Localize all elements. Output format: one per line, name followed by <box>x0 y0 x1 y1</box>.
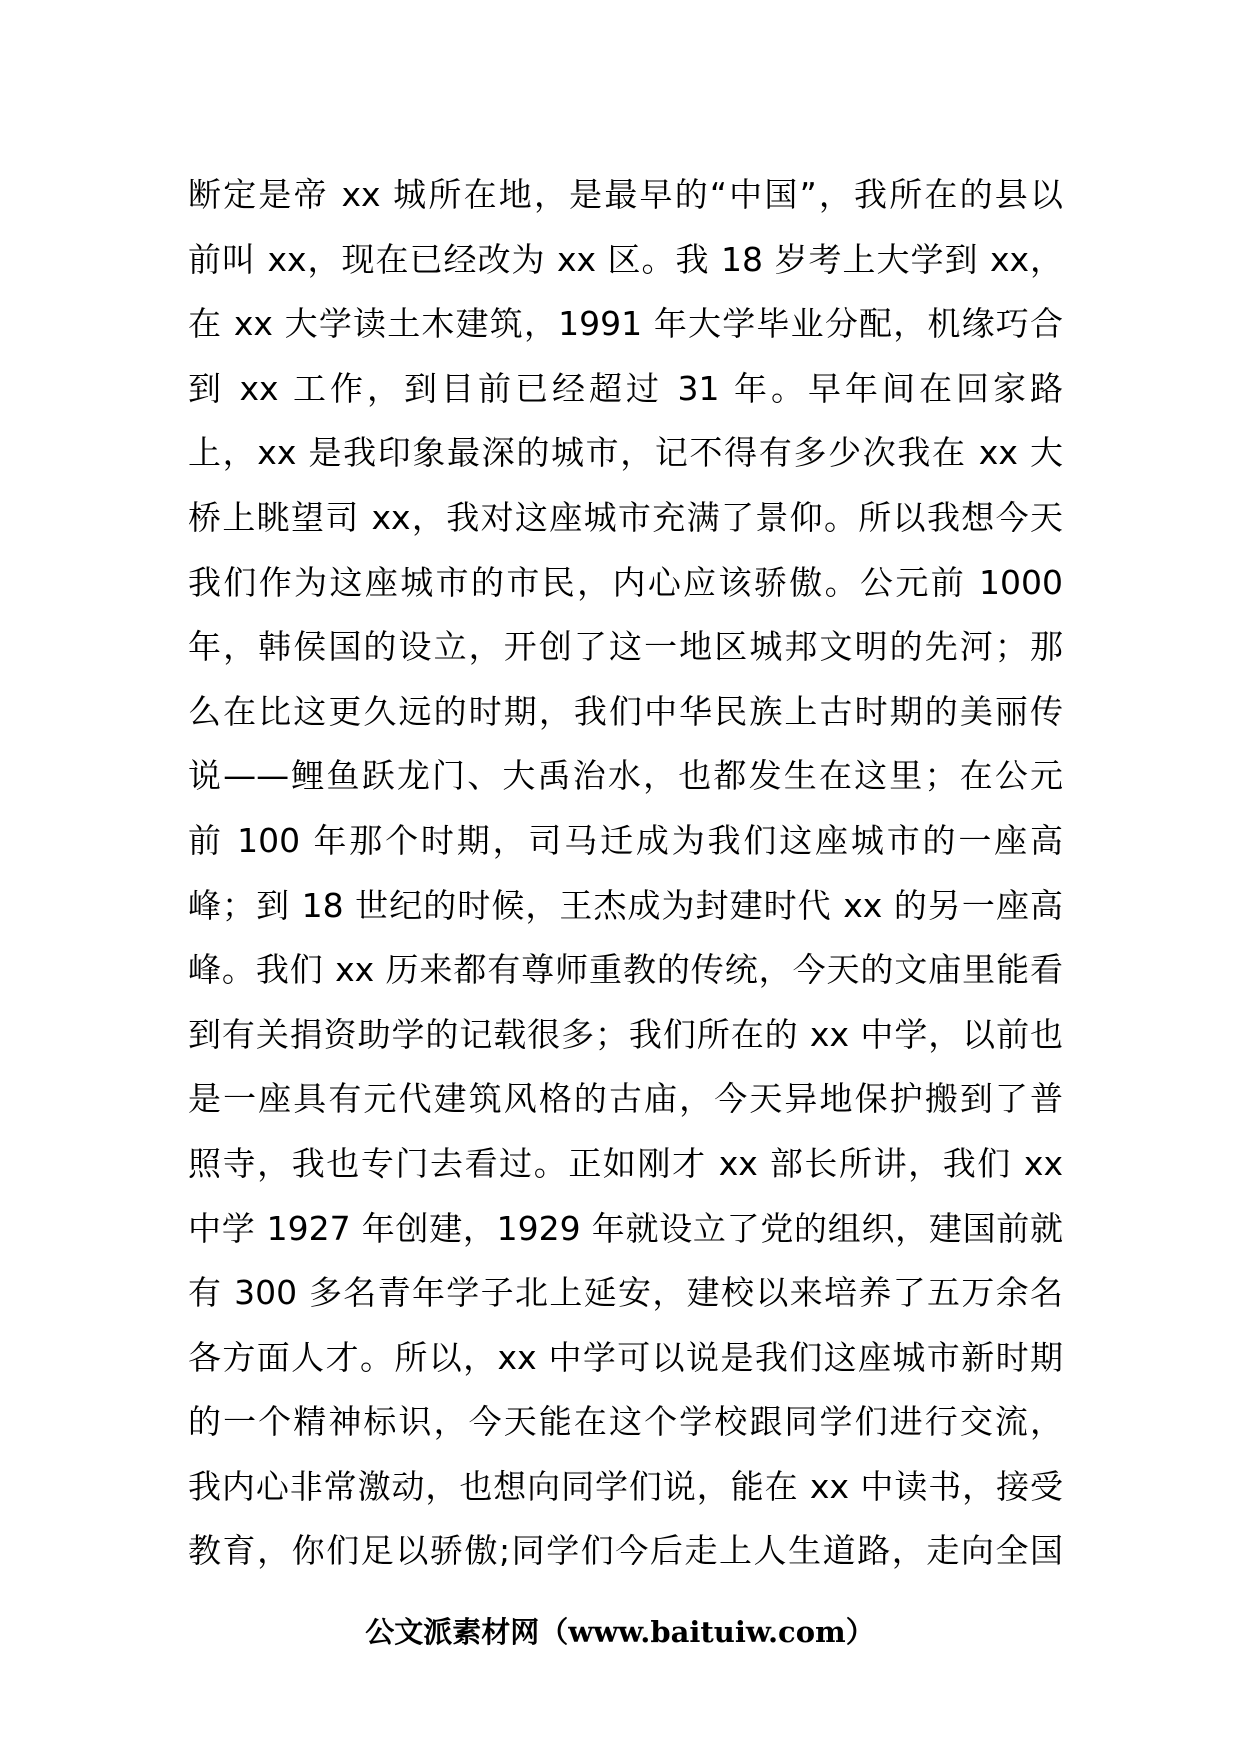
text-line: 说——鲤鱼跃龙门、大禹治水，也都发生在这里；在公元 <box>188 756 1063 796</box>
text-line: 么在比这更久远的时期，我们中华民族上古时期的美丽传 <box>188 691 1063 731</box>
text-line: 桥上眺望司 xx，我对这座城市充满了景仰。所以我想今天 <box>188 497 1063 537</box>
text-line: 教育，你们足以骄傲;同学们今后走上人生道路，走向全国 <box>188 1531 1063 1571</box>
text-line: 断定是帝 xx 城所在地，是最早的“中国”，我所在的县以 <box>188 175 1063 214</box>
text-line: 我内心非常激动，也想向同学们说，能在 xx 中读书，接受 <box>188 1466 1063 1506</box>
text-line: 前叫 xx，现在已经改为 xx 区。我 18 岁考上大学到 xx， <box>188 239 1063 279</box>
text-line: 我们作为这座城市的市民，内心应该骄傲。公元前 1000 <box>188 562 1063 602</box>
text-line: 在 xx 大学读土木建筑，1991 年大学毕业分配，机缘巧合 <box>188 304 1063 344</box>
text-line: 有 300 多名青年学子北上延安，建校以来培养了五万余名 <box>188 1273 1063 1313</box>
text-line: 年，韩侯国的设立，开创了这一地区城邦文明的先河；那 <box>188 627 1063 667</box>
text-line: 上，xx 是我印象最深的城市，记不得有多少次我在 xx 大 <box>188 433 1063 473</box>
text-line: 各方面人才。所以，xx 中学可以说是我们这座城市新时期 <box>188 1337 1063 1377</box>
text-line: 的一个精神标识，今天能在这个学校跟同学们进行交流， <box>188 1402 1063 1442</box>
text-line: 中学 1927 年创建，1929 年就设立了党的组织，建国前就 <box>188 1208 1063 1248</box>
text-line: 前 100 年那个时期，司马迁成为我们这座城市的一座高 <box>188 820 1063 860</box>
text-line: 峰；到 18 世纪的时候，王杰成为封建时代 xx 的另一座高 <box>188 885 1063 925</box>
text-line: 照寺，我也专门去看过。正如刚才 xx 部长所讲，我们 xx <box>188 1143 1063 1183</box>
text-line: 峰。我们 xx 历来都有尊师重教的传统，今天的文庙里能看 <box>188 950 1063 990</box>
body-paragraph <box>188 163 1063 1584</box>
text-line: 到有关捐资助学的记载很多；我们所在的 xx 中学，以前也 <box>188 1014 1063 1054</box>
footer-watermark: 公文派素材网（www.baituiw.com） <box>365 1615 875 1649</box>
text-line: 到 xx 工作，到目前已经超过 31 年。早年间在回家路 <box>188 368 1063 408</box>
text-line: 是一座具有元代建筑风格的古庙，今天异地保护搬到了普 <box>188 1079 1063 1119</box>
